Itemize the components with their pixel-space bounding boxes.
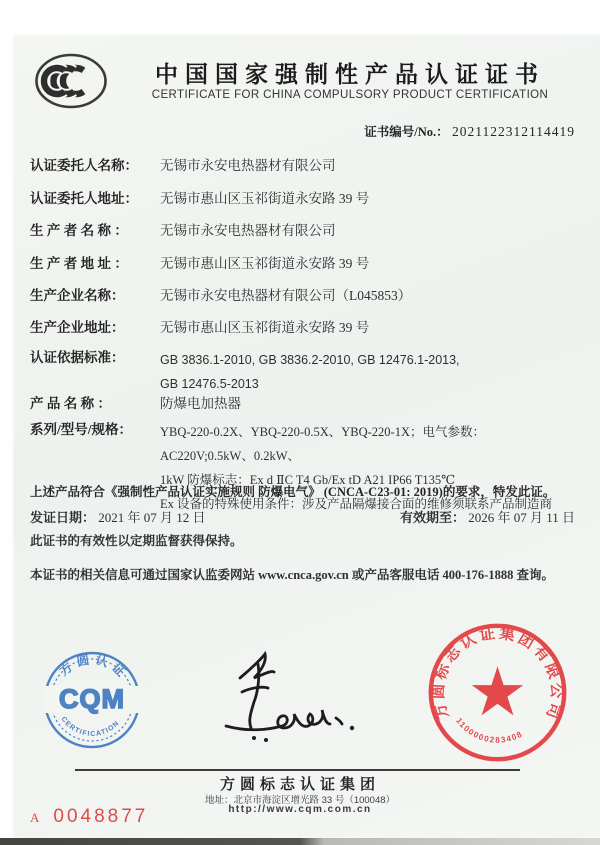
field-product-name bbox=[30, 394, 578, 413]
svg-text:方圆认证 bbox=[56, 651, 131, 682]
svg-text:CERTIFICATION bbox=[60, 716, 122, 738]
cqm-logo-icon bbox=[42, 650, 142, 755]
expiry-date bbox=[400, 507, 575, 526]
footer-divider bbox=[75, 769, 520, 771]
field-value: 无锡市惠山区玉祁街道永安路 39 号 bbox=[160, 256, 370, 271]
field-label: 认证委托人名称： bbox=[30, 158, 138, 173]
certificate-subtitle-en: CERTIFICATE FOR CHINA COMPULSORY PRODUCT CERTIFICATION bbox=[151, 89, 549, 101]
maintain-statement: 此证书的有效性以定期监督获得保持。 bbox=[30, 534, 243, 548]
certificate-number-label: 证书编号/No.： bbox=[364, 125, 449, 139]
field-label: 系列/型号/规格： bbox=[30, 422, 133, 437]
series-line-1: YBQ-220-0.2X、YBQ-220-0.5X、YBQ-220-1X；电气参数：AC220V;0.5kW、0.2kW、 bbox=[160, 425, 485, 463]
stamp-star-icon bbox=[472, 666, 523, 715]
expiry-date-label: 有效期至： bbox=[399, 510, 465, 525]
footer-org-name: 方圆标志认证集团 bbox=[219, 777, 380, 793]
dates-row bbox=[30, 507, 575, 526]
certificate-number-value: 2021122312114419 bbox=[452, 124, 575, 139]
field-value: 无锡市惠山区玉祁街道永安路 39 号 bbox=[160, 191, 370, 206]
cqm-logo-center-text: CQM bbox=[59, 684, 125, 714]
serial-prefix: A bbox=[30, 810, 40, 825]
scan-edge-strip bbox=[0, 838, 600, 845]
company-seal-stamp bbox=[425, 620, 570, 770]
field-value bbox=[160, 420, 578, 516]
info-statement: 本证书的相关信息可通过国家认监委网站 www.cnca.gov.cn 或产品客服电话 400-176-1888 查询。 bbox=[30, 568, 554, 582]
serial-number: 0048877 bbox=[53, 806, 149, 827]
field-manufacturer-address bbox=[30, 318, 578, 337]
field-label: 生 产 者 地 址 ： bbox=[30, 256, 128, 271]
certificate-serial bbox=[30, 806, 148, 828]
field-label: 认证依据标准： bbox=[30, 350, 125, 365]
field-label: 产 品 名 称 ： bbox=[30, 396, 111, 411]
stamp-number: 1100000283408 bbox=[454, 716, 525, 745]
field-label: 认证委托人地址： bbox=[30, 191, 138, 206]
conformity-statement: 上述产品符合《强制性产品认证实施规则 防爆电气》 (CNCA-C23-01: 2019)的要求，特发此证。 bbox=[30, 485, 556, 499]
field-value bbox=[160, 348, 578, 396]
series-line-3: Ex 设备的特殊使用条件：涉及产品隔爆接合面的维修须联系产品制造商 bbox=[160, 497, 553, 511]
field-value: 无锡市永安电热器材有限公司 bbox=[160, 158, 336, 173]
field-value: 无锡市惠山区玉祁街道永安路 39 号 bbox=[160, 320, 370, 335]
series-line-2: 1kW 防爆标志：Ex d ⅡC T4 Gb/Ex tD A21 IP66 T135℃ bbox=[160, 473, 456, 487]
field-label: 生产企业名称： bbox=[30, 288, 125, 303]
cqm-logo-top-text: 方圆认证 bbox=[56, 652, 132, 683]
field-producer-address bbox=[30, 254, 578, 273]
signature-handwriting bbox=[218, 648, 368, 751]
field-applicant-address bbox=[30, 189, 578, 208]
svg-text:1100000283408 bbox=[454, 716, 524, 744]
stamp-ring-text: 方圆标志认证集团有限公司 bbox=[430, 624, 565, 724]
field-value: 无锡市永安电热器材有限公司 bbox=[160, 223, 336, 238]
field-producer-name bbox=[30, 221, 578, 240]
field-standards bbox=[30, 348, 578, 396]
field-value: 防爆电加热器 bbox=[160, 396, 241, 411]
footer-address: 地址：北京市海淀区增光路 33 号（100048） bbox=[204, 795, 396, 806]
footer-website-url: http://www.cqm.com.cn bbox=[228, 804, 372, 815]
field-label: 生 产 者 名 称 ： bbox=[30, 223, 128, 238]
issue-date-value: 2021 年 07 月 12 日 bbox=[98, 510, 206, 525]
cqm-logo-bottom-text: CERTIFICATION bbox=[59, 715, 122, 738]
standards-line-2: GB 12476.5-2013 bbox=[160, 377, 259, 391]
issue-date bbox=[30, 507, 206, 526]
field-value: 无锡市永安电热器材有限公司（L045853） bbox=[160, 288, 412, 303]
expiry-date-value: 2026 年 07 月 11 日 bbox=[468, 510, 575, 525]
field-label: 生产企业地址： bbox=[30, 320, 125, 335]
field-series-model-spec bbox=[30, 420, 578, 516]
field-manufacturer-name bbox=[30, 286, 578, 305]
certificate-title: 中国国家强制性产品认证证书 bbox=[155, 62, 545, 87]
standards-line-1: GB 3836.1-2010, GB 3836.2-2010, GB 12476.1-2013, bbox=[160, 353, 460, 367]
issue-date-label: 发证日期： bbox=[30, 510, 96, 525]
field-applicant-name bbox=[30, 156, 578, 175]
